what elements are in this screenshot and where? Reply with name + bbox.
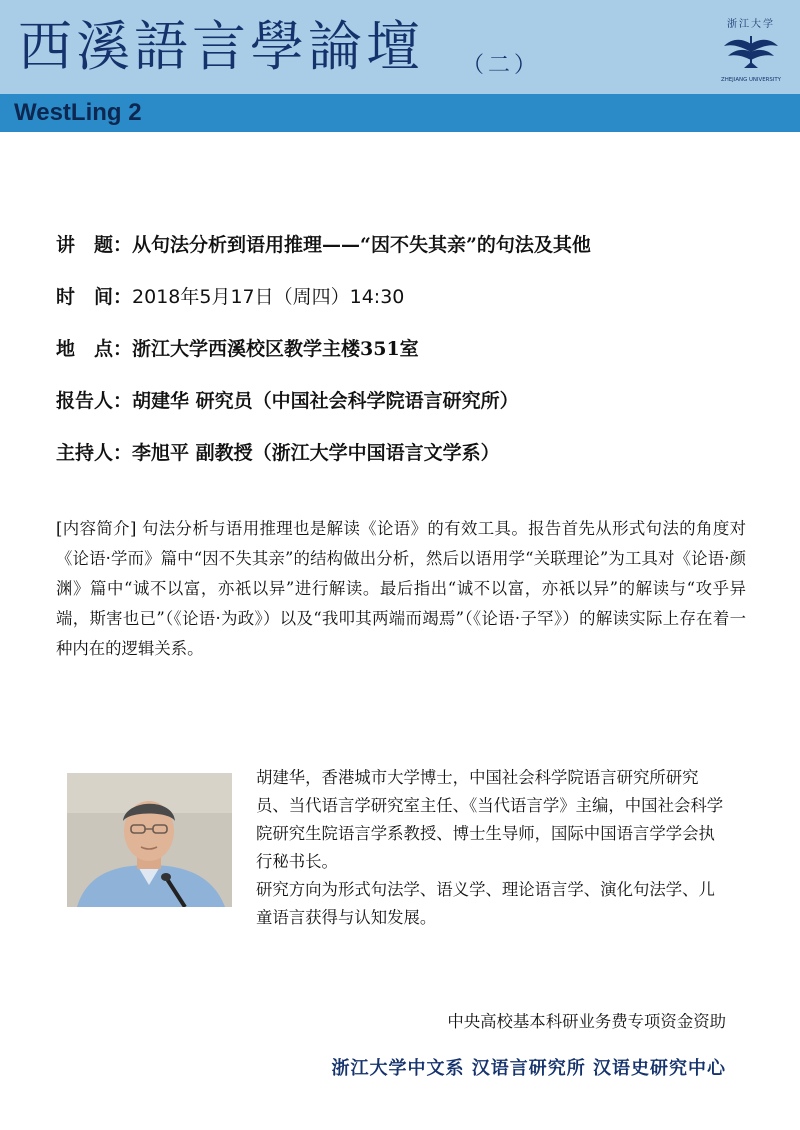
logo-university-name: 浙江大学 <box>727 19 775 30</box>
topic-label: 讲 题： <box>56 234 133 256</box>
host-value: 李旭平 副教授（浙江大学中国语言文学系） <box>132 442 500 464</box>
venue-row <box>56 334 591 386</box>
venue-value: 浙江大学西溪校区教学主楼351室 <box>132 338 419 360</box>
bio-paragraph-1: 胡建华，香港城市大学博士，中国社会科学院语言研究所研究员、当代语言学研究室主任、《当代语言学》主编，中国社会科学院研究生院语言学系教授、博士生导师，国际中国语言学学会执行秘书长。 <box>256 768 724 871</box>
abstract-text: 句法分析与语用推理也是解读《论语》的有效工具。报告首先从形式句法的角度对《论语·学而》篇中“因不失其亲”的结构做出分析，然后以语用学“关联理论”为工具对《论语·颜渊》篇中“诚不以富，亦祇以异”进行解读。最后指出“诚不以富，亦祇以异”的解读与“攻乎异端，斯害也已”（《论语·为政》）以及“我叩其两端而竭焉”（《论语·子罕》）的解读实际上存在着一种内在的逻辑关系。 <box>56 519 746 658</box>
time-label: 时 间： <box>56 286 133 308</box>
bio-paragraph-2: 研究方向为形式句法学、语义学、理论语言学、演化句法学、儿童语言获得与认知发展。 <box>256 880 715 927</box>
time-row <box>56 282 591 334</box>
logo-university-english: ZHEJIANG UNIVERSITY <box>721 77 781 83</box>
speaker-photo <box>67 773 232 907</box>
forum-edition: （二） <box>462 53 541 78</box>
abstract-label: [内容简介] <box>56 519 137 538</box>
zhejiang-university-logo-icon <box>712 8 790 88</box>
speaker-portrait-image <box>67 773 232 907</box>
speaker-value: 胡建华 研究员（中国社会科学院语言研究所） <box>132 390 519 412</box>
venue-label: 地 点： <box>56 338 133 360</box>
abstract-paragraph <box>56 514 746 664</box>
speaker-bio <box>256 764 726 932</box>
forum-title: 西溪語言學論壇 <box>18 15 424 78</box>
time-value: 2018年5月17日（周四）14:30 <box>132 286 405 308</box>
host-label: 主持人： <box>56 442 133 464</box>
host-row <box>56 438 591 490</box>
westling-band <box>0 94 800 132</box>
organizers: 浙江大学中文系 汉语言研究所 汉语史研究中心 <box>331 1058 726 1079</box>
westling-label: WestLing 2 <box>14 99 142 126</box>
topic-value: 从句法分析到语用推理——“因不失其亲”的句法及其他 <box>132 234 591 256</box>
funding-note: 中央高校基本科研业务费专项资金资助 <box>447 1012 726 1031</box>
speaker-row <box>56 386 591 438</box>
topic-row <box>56 230 591 282</box>
event-info <box>56 230 591 490</box>
speaker-label: 报告人： <box>56 390 133 412</box>
header-banner <box>0 0 800 94</box>
